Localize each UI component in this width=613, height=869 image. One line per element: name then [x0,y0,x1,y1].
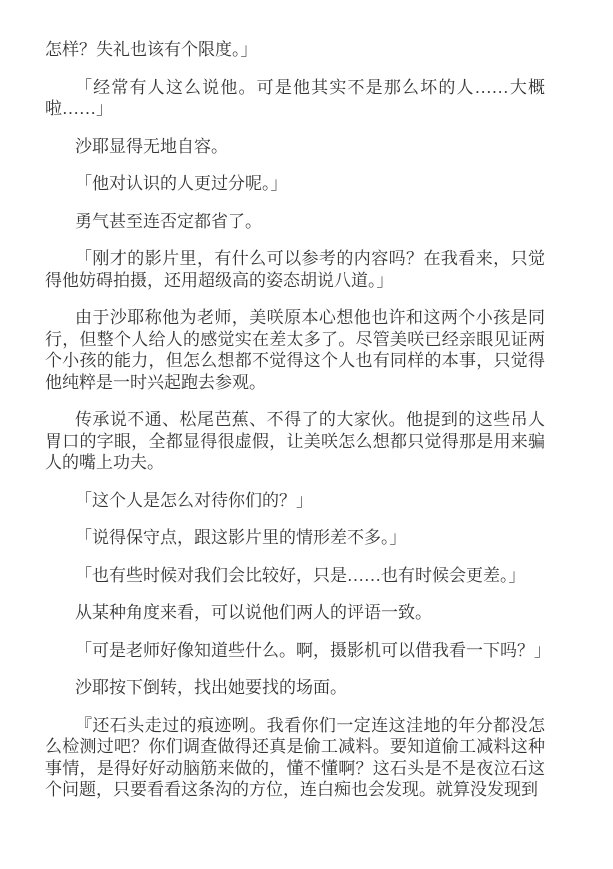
paragraph-narration: 传承说不通、松尾芭蕉、不得了的大家伙。他提到的这些吊人胃口的字眼，全都显得很虚假，让美咲怎么想都只觉得那是用来骗人的嘴上功夫。 [45,410,545,472]
paragraph-continuation: 怎样？失礼也该有个限度。」 [45,40,258,59]
paragraph-narration: 从某种角度来看，可以说他们两人的评语一致。 [75,603,432,622]
paragraph-dialogue: 「这个人是怎么对待你们的？」 [75,490,313,510]
paragraph-video-quote: 『还石头走过的痕迹咧。我看你们一定连这洼地的年分都没怎么检测过吧？你们调查做得还真是偷工减料。要知道偷工减料这种事情，是得好好动脑筋来做的，懂不懂啊？这石头是不是夜泣石这个问题，只要看看这条沟的方位，连白痴也会发现。就算没发现到 [45,715,545,799]
paragraph-dialogue: 「说得保守点，跟这影片里的情形差不多。」 [75,528,407,547]
paragraph-dialogue: 「可是老师好像知道些什么。啊，摄影机可以借我看一下吗？」 [75,640,551,660]
paragraph-narration: 沙耶按下倒转，找出她要找的场面。 [75,678,347,697]
paragraph-narration: 由于沙耶称他为老师，美咲原本心想他也许和这两个小孩是同行，但整个人给人的感觉实在差太多了。尽管美咲已经亲眼见证两个小孩的能力，但怎么想都不觉得这个人也有同样的本事，只觉得他纯粹是一时兴起跑去参观。 [45,308,545,392]
paragraph-dialogue: 「刚才的影片里，有什么可以参考的内容吗？在我看来，只觉得他妨碍拍摄，还用超级高的姿态胡说八道。」 [45,249,545,290]
paragraph-dialogue: 「经常有人这么说他。可是他其实不是那么坏的人……大概啦……」 [45,77,545,118]
paragraph-narration: 勇气甚至连否定都省了。 [75,211,262,231]
paragraph-narration: 沙耶显得无地自容。 [75,136,228,156]
paragraph-dialogue: 「他对认识的人更过分呢。」 [75,174,288,193]
paragraph-dialogue: 「也有些时候对我们会比较好，只是……也有时候会更差。」 [75,565,526,585]
